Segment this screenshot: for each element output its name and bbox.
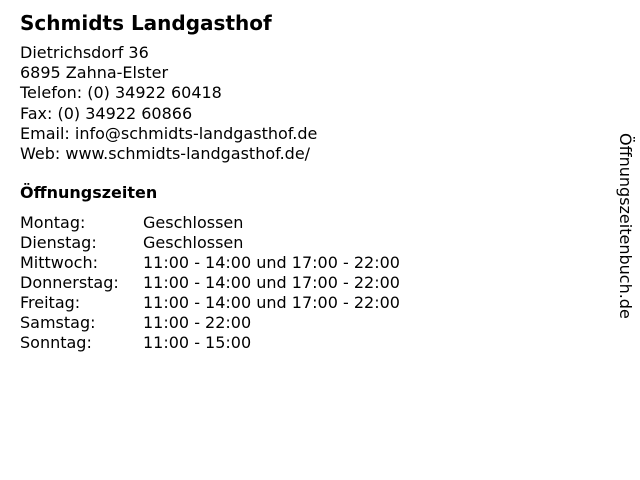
hours-row-wednesday <box>20 253 400 273</box>
site-brand-text: Öffnungszeitenbuch.de <box>616 133 635 319</box>
time-value: Geschlossen <box>143 213 244 232</box>
day-label: Mittwoch: <box>20 253 98 272</box>
hours-row-thursday <box>20 273 400 293</box>
time-value: 11:00 - 15:00 <box>143 333 252 352</box>
time-value: 11:00 - 14:00 und 17:00 - 22:00 <box>143 253 400 272</box>
hours-table <box>20 213 400 353</box>
day-label: Sonntag: <box>20 333 92 352</box>
street-address: Dietrichsdorf 36 <box>20 43 149 62</box>
hours-row-saturday <box>20 313 400 333</box>
contact-block <box>20 43 317 164</box>
site-watermark <box>610 133 640 335</box>
hours-heading: Öffnungszeiten <box>20 183 158 202</box>
day-label: Dienstag: <box>20 233 97 252</box>
city-address: 6895 Zahna-Elster <box>20 63 169 83</box>
time-value: 11:00 - 22:00 <box>143 313 252 332</box>
time-value: 11:00 - 14:00 und 17:00 - 22:00 <box>143 293 400 312</box>
day-label: Samstag: <box>20 313 96 332</box>
day-label: Donnerstag: <box>20 273 119 292</box>
hours-row-tuesday <box>20 233 400 253</box>
phone-number: Telefon: (0) 34922 60418 <box>20 83 222 103</box>
business-name: Schmidts Landgasthof <box>20 11 272 35</box>
fax-number: Fax: (0) 34922 60866 <box>20 103 193 123</box>
hours-row-friday <box>20 293 400 313</box>
hours-row-sunday <box>20 333 400 353</box>
website-address: Web: www.schmidts-landgasthof.de/ <box>20 144 311 164</box>
hours-row-monday <box>20 213 400 233</box>
time-value: 11:00 - 14:00 und 17:00 - 22:00 <box>143 273 400 292</box>
day-label: Freitag: <box>20 293 81 312</box>
day-label: Montag: <box>20 213 86 232</box>
email-address: Email: info@schmidts-landgasthof.de <box>20 123 318 143</box>
time-value: Geschlossen <box>143 233 244 252</box>
